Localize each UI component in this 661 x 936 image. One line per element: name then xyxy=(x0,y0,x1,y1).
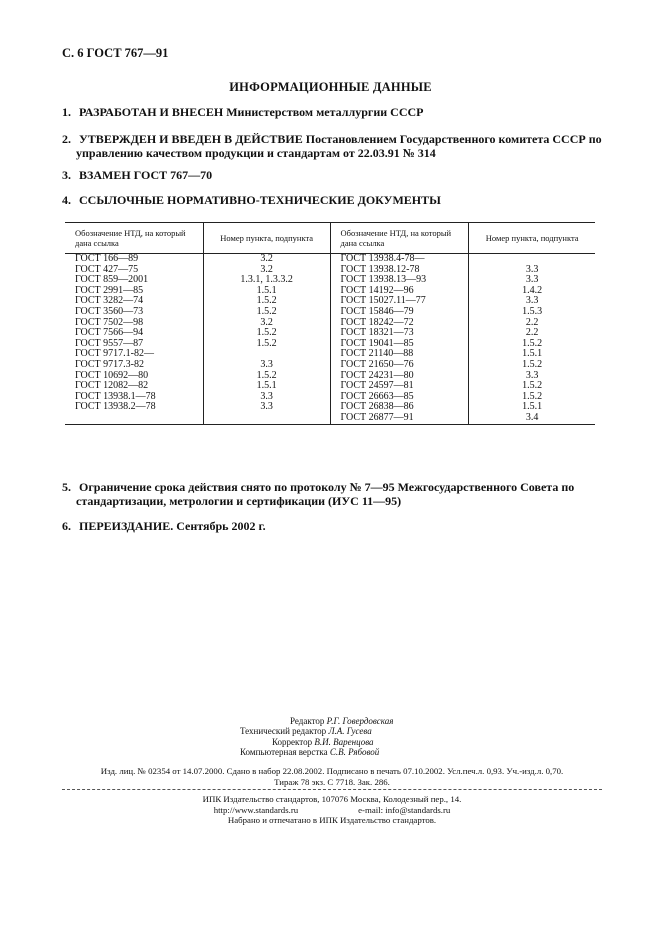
cell-clause: 3.4 xyxy=(469,413,595,424)
credit-name: Р.Г. Говердовская xyxy=(326,716,394,726)
cell-document: ГОСТ 14192—96 xyxy=(330,286,469,297)
cell-document: ГОСТ 13938.4-78— xyxy=(330,254,469,265)
table-row xyxy=(65,318,595,329)
cell-document: ГОСТ 24231—80 xyxy=(330,371,469,382)
cell-document: ГОСТ 13938.13—93 xyxy=(330,275,469,286)
item-text-continued: стандартизации, метрологии и сертификации (ИУС 11—95) xyxy=(76,494,402,508)
cell-clause: 3.2 xyxy=(203,265,330,276)
table-row xyxy=(65,402,595,413)
credits-block xyxy=(240,716,393,758)
info-item-4 xyxy=(62,193,602,207)
table-header-row xyxy=(65,223,595,254)
cell-clause: 1.5.3 xyxy=(469,307,595,318)
cell-document: ГОСТ 26877—91 xyxy=(330,413,469,424)
cell-document: ГОСТ 3282—74 xyxy=(75,295,144,307)
cell-clause: 1.5.2 xyxy=(469,360,595,371)
cell-clause: 3.2 xyxy=(203,318,330,329)
cell-document: ГОСТ 9557—87 xyxy=(75,337,144,349)
cell-clause: 1.5.1 xyxy=(469,402,595,413)
cell-clause xyxy=(203,413,330,424)
column-header-document: Обозначение НТД, на который дана ссылка xyxy=(330,223,469,254)
credit-name: Л.А. Гусева xyxy=(328,726,372,737)
cell-clause: 3.3 xyxy=(469,265,595,276)
item-lead: РАЗРАБОТАН И ВНЕСЕН xyxy=(79,105,224,119)
column-header-clause: Номер пункта, подпункта xyxy=(203,223,330,254)
cell-clause: 3.3 xyxy=(203,402,330,413)
table-row xyxy=(65,307,595,318)
publication-imprint xyxy=(62,766,602,787)
cell-document: ГОСТ 859—2001 xyxy=(75,274,149,286)
credit-label: Редактор xyxy=(290,716,325,726)
imprint-line: Изд. лиц. № 02354 от 14.07.2000. Сдано в набор 22.08.2002. Подписано в печать 07.10.2002. Усл.печ.л. 0,93. Уч.-изд.л. 0,70. xyxy=(100,766,564,776)
item-number: 5. xyxy=(62,480,71,494)
cell-document: ГОСТ 3560—73 xyxy=(75,305,144,317)
cell-clause: 1.5.1 xyxy=(203,286,330,297)
item-text: Постановлением Государственного комитета СССР по xyxy=(305,132,602,146)
table-row xyxy=(65,296,595,307)
cell-clause: 1.5.2 xyxy=(203,371,330,382)
cell-document: ГОСТ 24597—81 xyxy=(330,381,469,392)
cell-clause: 1.5.2 xyxy=(469,339,595,350)
credit-layout xyxy=(240,747,393,757)
cell-clause: 1.5.1 xyxy=(469,349,595,360)
cell-document: ГОСТ 21650—76 xyxy=(330,360,469,371)
cell-document: ГОСТ 12082—82 xyxy=(75,380,149,392)
cell-clause: 2.2 xyxy=(469,318,595,329)
cell-document: ГОСТ 18321—73 xyxy=(330,328,469,339)
table-row xyxy=(65,328,595,339)
cell-clause: 3.3 xyxy=(469,275,595,286)
cell-clause: 1.5.2 xyxy=(203,328,330,339)
cell-clause: 1.5.2 xyxy=(203,296,330,307)
cell-document: ГОСТ 19041—85 xyxy=(330,339,469,350)
table-body xyxy=(65,254,595,425)
cell-document: ГОСТ 166—89 xyxy=(75,253,139,264)
info-item-5 xyxy=(62,480,602,508)
cell-document: ГОСТ 427—75 xyxy=(75,263,139,275)
column-header-clause: Номер пункта, подпункта xyxy=(469,223,595,254)
column-header-document: Обозначение НТД, на который дана ссылка xyxy=(65,223,203,254)
cell-document: ГОСТ 15846—79 xyxy=(330,307,469,318)
item-number: 2. xyxy=(62,132,71,146)
cell-document: ГОСТ 9717.3-82 xyxy=(75,358,144,370)
cell-document: ГОСТ 9717.1-82— xyxy=(75,348,154,360)
item-lead: УТВЕРЖДЕН И ВВЕДЕН В ДЕЙСТВИЕ xyxy=(79,132,303,146)
cell-document: ГОСТ 26663—85 xyxy=(330,392,469,403)
cell-clause: 3.2 xyxy=(203,254,330,265)
credit-tech-editor xyxy=(240,726,393,736)
info-item-1 xyxy=(62,105,602,119)
email-link[interactable]: e-mail: info@standards.ru xyxy=(358,804,451,815)
table-row xyxy=(65,360,595,371)
cell-document xyxy=(65,413,203,424)
cell-clause: 1.3.1, 1.3.3.2 xyxy=(203,275,330,286)
imprint-line: Тираж 78 экз. С 7718. Зак. 286. xyxy=(274,776,390,787)
publisher-address: ИПК Издательство стандартов, 107076 Москва, Колодезный пер., 14. xyxy=(202,794,462,804)
table-row xyxy=(65,413,595,424)
credit-name: В.И. Варенцова xyxy=(314,736,374,747)
item-text: ВЗАМЕН ГОСТ 767—70 xyxy=(79,168,213,182)
item-text: Ограничение срока действия снято по протоколу № 7—95 Межгосударственного Совета по xyxy=(79,480,575,494)
cell-document: ГОСТ 13938.12-78 xyxy=(330,265,469,276)
cell-clause: 1.5.2 xyxy=(203,339,330,350)
cell-document: ГОСТ 13938.2—78 xyxy=(75,401,156,413)
cell-document: ГОСТ 7566—94 xyxy=(75,327,144,339)
item-number: 1. xyxy=(62,105,71,119)
publisher-footer xyxy=(62,794,602,826)
cell-clause: 3.3 xyxy=(469,371,595,382)
item-number: 4. xyxy=(62,193,71,207)
cell-document: ГОСТ 18242—72 xyxy=(330,318,469,329)
item-number: 6. xyxy=(62,519,71,533)
info-item-3 xyxy=(62,168,602,182)
info-item-6 xyxy=(62,519,602,533)
cell-document: ГОСТ 15027.11—77 xyxy=(330,296,469,307)
item-text: ССЫЛОЧНЫЕ НОРМАТИВНО-ТЕХНИЧЕСКИЕ ДОКУМЕНТЫ xyxy=(79,193,441,207)
credit-label: Компьютерная верстка xyxy=(240,747,328,758)
cell-clause: 3.3 xyxy=(203,360,330,371)
contact-row xyxy=(62,805,602,816)
item-text-continued: управлению качеством продукции и стандартам от 22.03.91 № 314 xyxy=(76,146,436,160)
section-title: ИНФОРМАЦИОННЫЕ ДАННЫЕ xyxy=(229,80,432,94)
divider xyxy=(62,789,602,790)
printing-note: Набрано и отпечатано в ИПК Издательство стандартов. xyxy=(227,815,437,825)
table-row xyxy=(65,254,595,265)
table-row xyxy=(65,349,595,360)
credit-label: Технический редактор xyxy=(240,726,327,737)
reference-documents-table xyxy=(65,222,595,425)
table-row xyxy=(65,275,595,286)
cell-clause: 1.5.2 xyxy=(469,381,595,392)
credit-label: Корректор xyxy=(272,736,313,747)
cell-clause: 3.3 xyxy=(469,296,595,307)
cell-document: ГОСТ 21140—88 xyxy=(330,349,469,360)
table-row xyxy=(65,286,595,297)
cell-document: ГОСТ 26838—86 xyxy=(330,402,469,413)
website-link[interactable]: http://www.standards.ru xyxy=(213,804,299,815)
cell-clause: 3.3 xyxy=(203,392,330,403)
cell-clause: 1.5.1 xyxy=(203,381,330,392)
cell-clause: 1.5.2 xyxy=(203,307,330,318)
credit-corrector xyxy=(240,737,393,747)
cell-document: ГОСТ 2991—85 xyxy=(75,284,144,296)
item-text: ПЕРЕИЗДАНИЕ. Сентябрь 2002 г. xyxy=(79,519,266,533)
cell-clause: 1.4.2 xyxy=(469,286,595,297)
cell-document: ГОСТ 10692—80 xyxy=(75,369,149,381)
cell-clause: 2.2 xyxy=(469,328,595,339)
credit-editor xyxy=(240,716,393,726)
page-header: С. 6 ГОСТ 767—91 xyxy=(62,46,169,60)
cell-document: ГОСТ 13938.1—78 xyxy=(75,390,156,402)
cell-document: ГОСТ 7502—98 xyxy=(75,316,144,328)
cell-clause xyxy=(469,254,595,265)
item-text: Министерством металлургии СССР xyxy=(226,105,424,119)
item-number: 3. xyxy=(62,168,71,182)
info-item-2 xyxy=(62,132,602,160)
cell-clause: 1.5.2 xyxy=(469,392,595,403)
credit-name: С.В. Рябовой xyxy=(329,747,380,758)
